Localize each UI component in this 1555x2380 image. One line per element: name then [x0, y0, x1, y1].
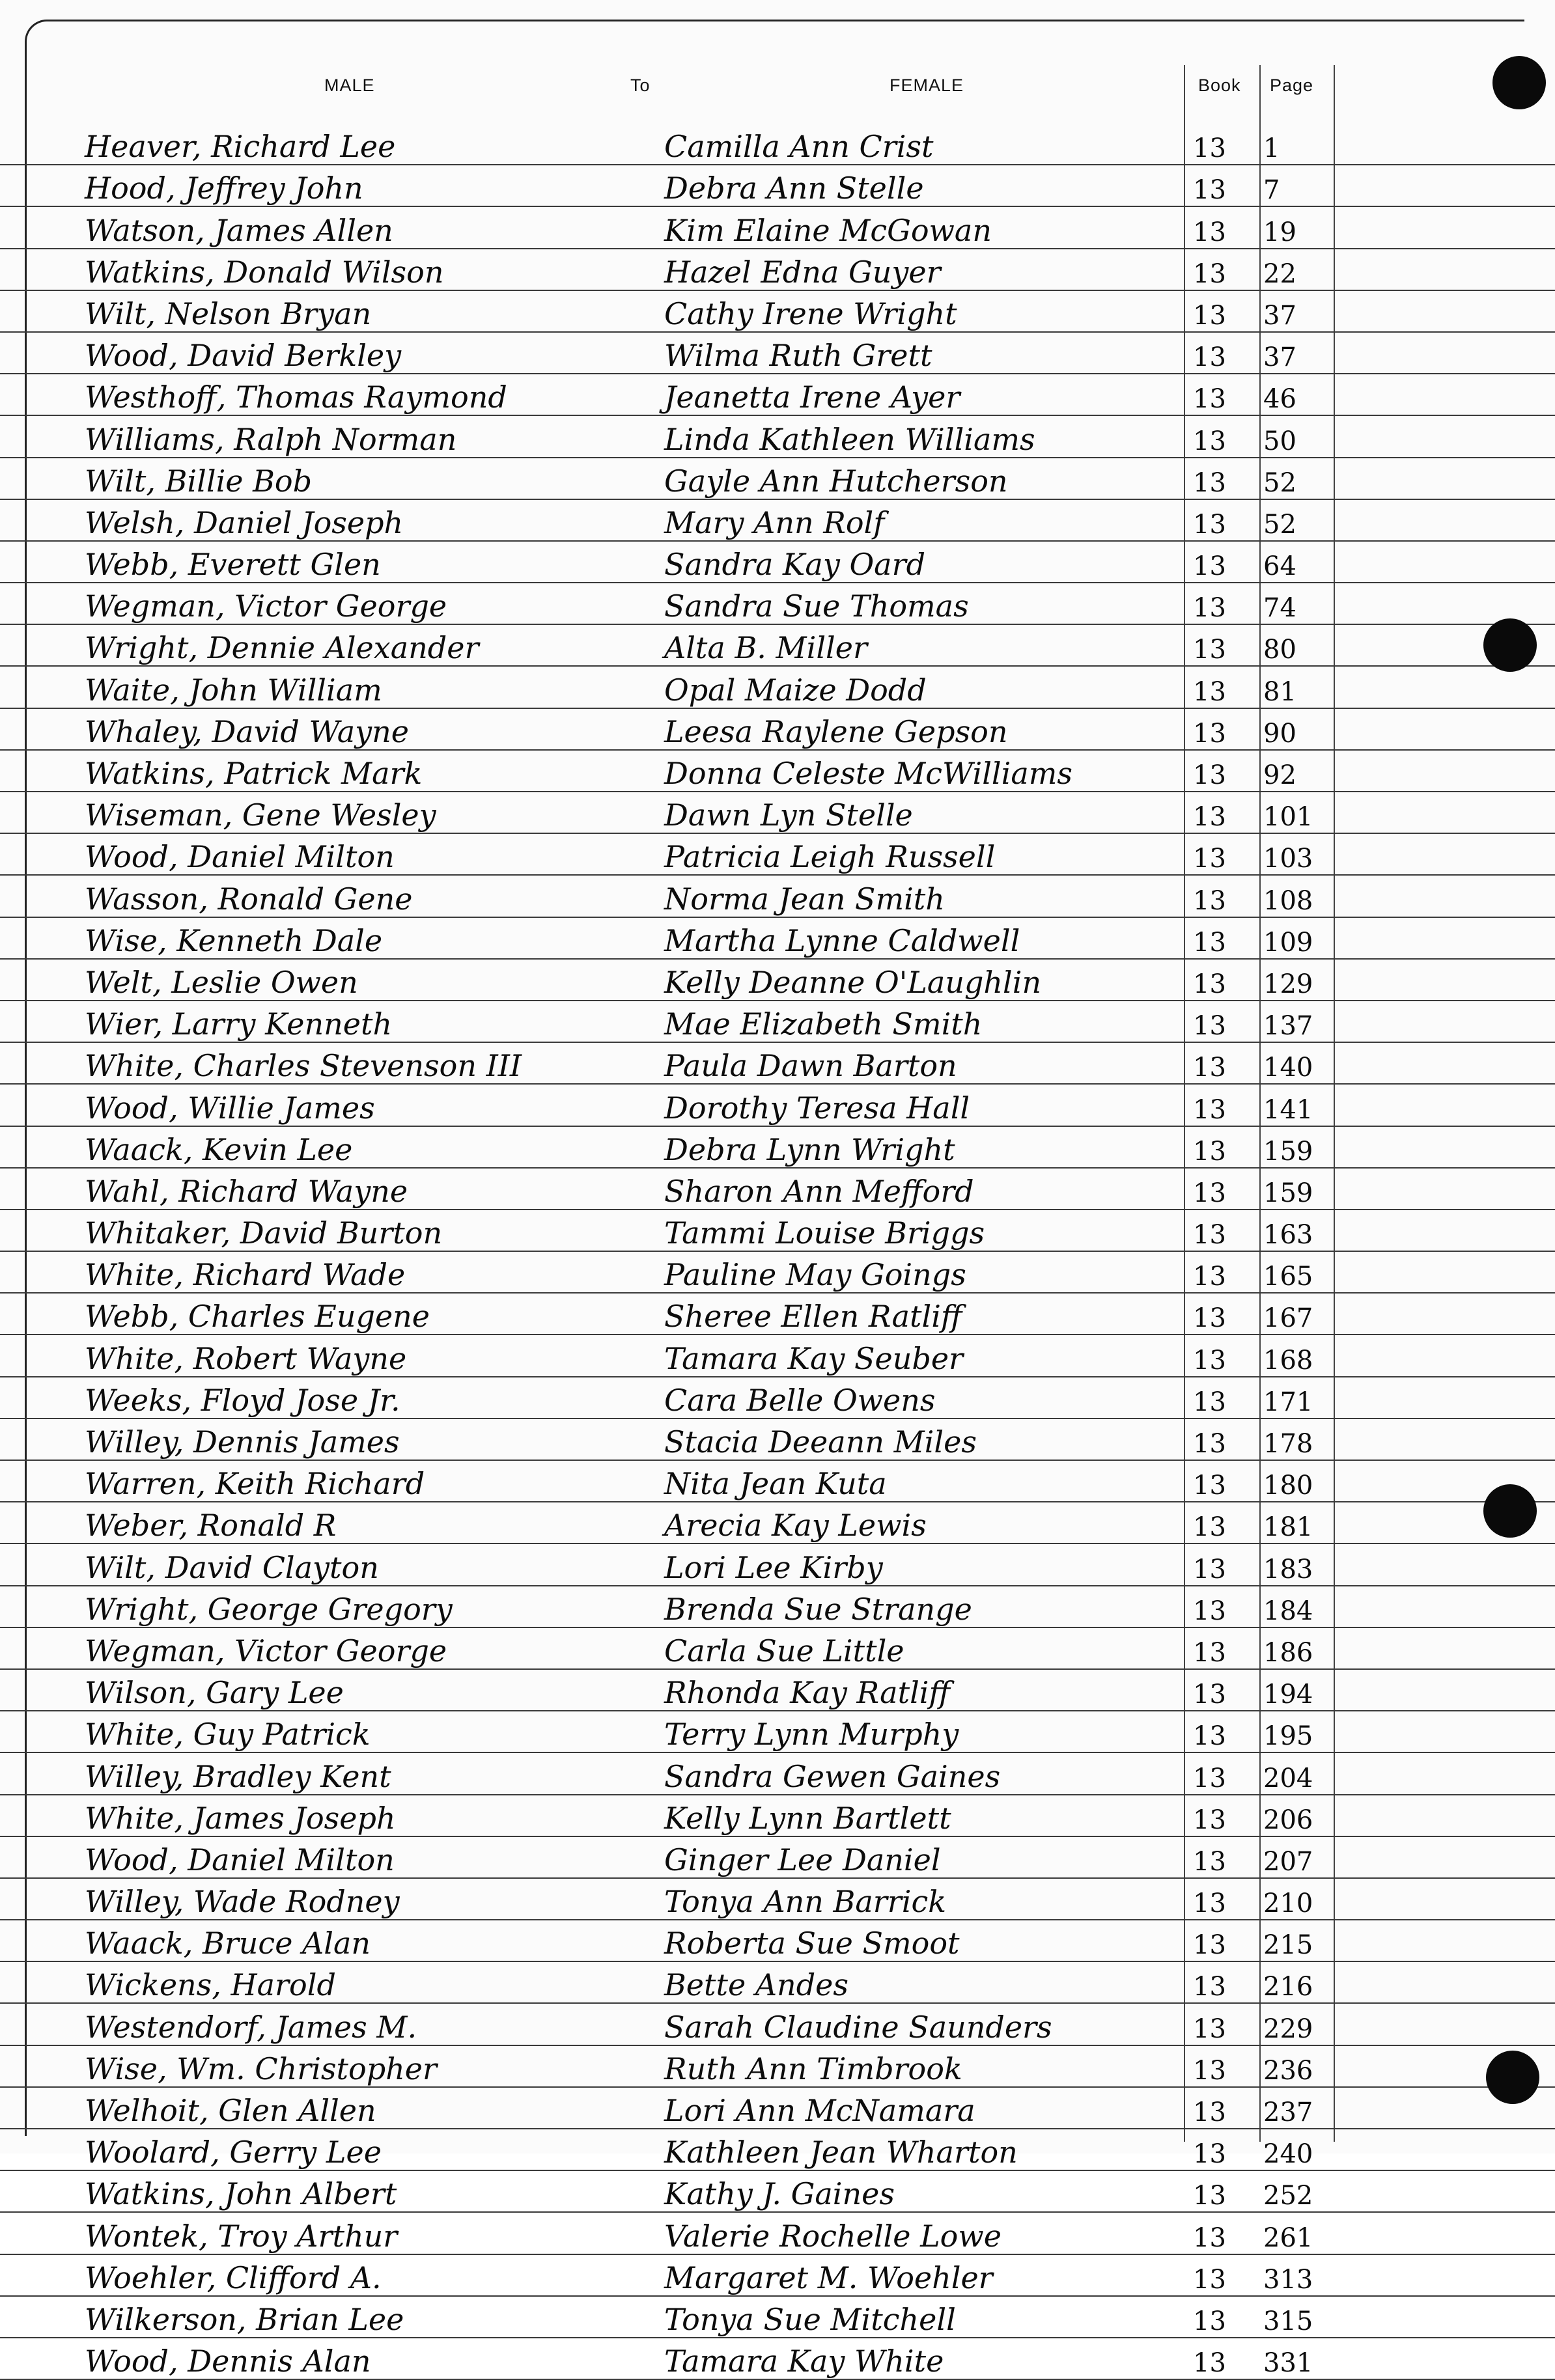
male-name: Weber, Ronald R: [85, 1508, 337, 1543]
female-name: Sandra Gewen Gaines: [664, 1758, 1001, 1794]
male-name: Weeks, Floyd Jose Jr.: [85, 1382, 400, 1418]
record-row: [0, 1711, 1555, 1753]
female-name: Camilla Ann Crist: [664, 129, 934, 165]
book-number: 13: [1193, 2055, 1226, 2086]
record-row: [0, 1920, 1555, 1962]
record-row: [0, 1085, 1555, 1126]
female-name: Leesa Raylene Gepson: [664, 713, 1008, 749]
book-number: 13: [1193, 1011, 1226, 1042]
record-row: [0, 1377, 1555, 1419]
record-row: [0, 207, 1555, 249]
female-name: Martha Lynne Caldwell: [664, 922, 1020, 958]
book-number: 13: [1193, 1680, 1226, 1710]
book-number: 13: [1193, 1846, 1226, 1877]
book-number: 13: [1193, 175, 1226, 206]
record-row: [0, 1043, 1555, 1085]
male-name: Wood, David Berkley: [85, 338, 402, 374]
page-number: 165: [1263, 1262, 1313, 1292]
record-row: [0, 667, 1555, 708]
male-name: Wegman, Victor George: [85, 588, 447, 624]
book-number: 13: [1193, 2013, 1226, 2044]
page-number: 159: [1263, 1178, 1313, 1208]
page-number: 140: [1263, 1053, 1313, 1083]
female-name: Margaret M. Woehler: [664, 2260, 993, 2295]
female-name: Mae Elizabeth Smith: [664, 1006, 983, 1042]
male-name: White, Robert Wayne: [85, 1340, 407, 1376]
book-number: 13: [1193, 1554, 1226, 1584]
male-name: White, James Joseph: [85, 1800, 396, 1836]
punch-hole: [1483, 618, 1537, 672]
male-name: Willey, Wade Rodney: [85, 1884, 400, 1920]
book-number: 13: [1193, 1805, 1226, 1835]
male-name: Wise, Kenneth Dale: [85, 922, 383, 958]
page-number: 92: [1263, 760, 1296, 790]
record-row: [0, 792, 1555, 834]
female-name: Sarah Claudine Saunders: [664, 2009, 1052, 2045]
page-number: 184: [1263, 1596, 1313, 1626]
book-number: 13: [1193, 635, 1226, 665]
female-name: Wilma Ruth Grett: [664, 338, 932, 374]
record-row: [0, 374, 1555, 416]
book-number: 13: [1193, 2139, 1226, 2170]
male-name: White, Richard Wade: [85, 1257, 406, 1293]
male-name: Webb, Everett Glen: [85, 547, 381, 583]
female-name: Valerie Rochelle Lowe: [664, 2218, 1002, 2254]
male-name: Hood, Jeffrey John: [85, 171, 363, 206]
book-number: 13: [1193, 927, 1226, 958]
female-name: Brenda Sue Strange: [664, 1591, 972, 1627]
record-row: [0, 2297, 1555, 2338]
male-name: White, Charles Stevenson III: [85, 1048, 522, 1084]
female-name: Dawn Lyn Stelle: [664, 797, 913, 833]
book-number: 13: [1193, 1972, 1226, 2002]
male-name: Westendorf, James M.: [85, 2009, 417, 2045]
page-number: 163: [1263, 1220, 1313, 1251]
female-name: Kim Elaine McGowan: [664, 212, 992, 248]
record-row: [0, 1001, 1555, 1043]
record-row: [0, 2129, 1555, 2171]
page-number: 109: [1263, 927, 1313, 958]
male-name: Wegman, Victor George: [85, 1633, 447, 1668]
female-name: Rhonda Kay Ratliff: [664, 1675, 951, 1711]
female-name: Kathleen Jean Wharton: [664, 2135, 1018, 2170]
female-name: Hazel Edna Guyer: [664, 254, 941, 290]
female-name: Cathy Irene Wright: [664, 296, 957, 331]
female-name: Alta B. Miller: [664, 630, 867, 666]
female-name: Terry Lynn Murphy: [664, 1717, 959, 1752]
record-row: [0, 2046, 1555, 2088]
page-number: 195: [1263, 1721, 1313, 1752]
book-number: 13: [1193, 1471, 1226, 1501]
book-number: 13: [1193, 1889, 1226, 1919]
record-row: [0, 2213, 1555, 2254]
record-row: [0, 834, 1555, 876]
record-row: [0, 2171, 1555, 2213]
female-name: Arecia Kay Lewis: [664, 1508, 927, 1543]
page-number: 64: [1263, 551, 1296, 582]
book-number: 13: [1193, 1094, 1226, 1125]
record-row: [0, 1837, 1555, 1879]
page-number: 180: [1263, 1471, 1313, 1501]
record-row: [0, 2255, 1555, 2297]
male-name: Webb, Charles Eugene: [85, 1299, 430, 1335]
book-number: 13: [1193, 1387, 1226, 1417]
book-number: 13: [1193, 1345, 1226, 1376]
female-name: Carla Sue Little: [664, 1633, 904, 1668]
male-name: Wood, Dennis Alan: [85, 2344, 371, 2379]
page-number: 181: [1263, 1512, 1313, 1543]
male-name: Watkins, Donald Wilson: [85, 254, 444, 290]
page-number: 141: [1263, 1094, 1313, 1125]
male-name: Wontek, Troy Arthur: [85, 2218, 398, 2254]
female-name: Pauline May Goings: [664, 1257, 966, 1293]
page-number: 186: [1263, 1637, 1313, 1668]
record-row: [0, 333, 1555, 374]
punch-hole: [1486, 2051, 1539, 2104]
page-number: 37: [1263, 342, 1296, 373]
male-name: Willey, Bradley Kent: [85, 1758, 391, 1794]
record-row: [0, 583, 1555, 625]
page-number: 178: [1263, 1429, 1313, 1459]
record-row: [0, 1628, 1555, 1670]
page-number: 215: [1263, 1930, 1313, 1961]
page-number: 37: [1263, 300, 1296, 331]
male-name: Watkins, John Albert: [85, 2176, 397, 2212]
page-number: 207: [1263, 1846, 1313, 1877]
record-row: [0, 2338, 1555, 2380]
book-number: 13: [1193, 2348, 1226, 2379]
record-row: [0, 500, 1555, 542]
male-name: Woehler, Clifford A.: [85, 2260, 382, 2295]
book-number: 13: [1193, 2222, 1226, 2253]
page-number: 204: [1263, 1763, 1313, 1793]
page-number: 194: [1263, 1680, 1313, 1710]
page-number: 210: [1263, 1889, 1313, 1919]
book-number: 13: [1193, 1220, 1226, 1251]
female-name: Mary Ann Rolf: [664, 505, 885, 540]
male-name: Waite, John William: [85, 672, 382, 708]
female-name: Tonya Ann Barrick: [664, 1884, 947, 1920]
male-name: Warren, Keith Richard: [85, 1466, 425, 1502]
female-name: Norma Jean Smith: [664, 881, 945, 917]
male-name: Wilson, Gary Lee: [85, 1675, 344, 1711]
male-name: Welsh, Daniel Joseph: [85, 505, 404, 540]
record-row: [0, 165, 1555, 207]
book-number: 13: [1193, 1637, 1226, 1668]
book-number: 13: [1193, 2264, 1226, 2295]
male-name: Wasson, Ronald Gene: [85, 881, 413, 917]
page-number: 1: [1263, 133, 1280, 164]
record-row: [0, 1461, 1555, 1502]
female-name: Ruth Ann Timbrook: [664, 2051, 962, 2086]
book-number: 13: [1193, 1136, 1226, 1167]
record-row: [0, 1169, 1555, 1210]
page-number: 313: [1263, 2264, 1313, 2295]
record-row: [0, 124, 1555, 165]
book-number: 13: [1193, 718, 1226, 749]
record-row: [0, 1210, 1555, 1252]
page-number: 90: [1263, 718, 1296, 749]
book-number: 13: [1193, 1596, 1226, 1626]
page-number: 22: [1263, 258, 1296, 289]
punch-hole: [1492, 56, 1546, 109]
male-name: Watkins, Patrick Mark: [85, 756, 423, 791]
female-name: Roberta Sue Smoot: [664, 1926, 960, 1961]
page-number: 52: [1263, 509, 1296, 540]
female-name: Sandra Kay Oard: [664, 547, 926, 583]
male-name: Woolard, Gerry Lee: [85, 2135, 382, 2170]
page-number: 167: [1263, 1303, 1313, 1334]
female-name: Jeanetta Irene Ayer: [664, 380, 960, 415]
page-number: 103: [1263, 844, 1313, 874]
record-row: [0, 2004, 1555, 2045]
book-number: 13: [1193, 133, 1226, 164]
female-name: Ginger Lee Daniel: [664, 1842, 941, 1877]
book-number: 13: [1193, 509, 1226, 540]
male-name: Wilkerson, Brian Lee: [85, 2301, 404, 2337]
book-number: 13: [1193, 467, 1226, 498]
female-name: Donna Celeste McWilliams: [664, 756, 1072, 791]
header-male: MALE: [324, 76, 375, 95]
female-name: Kelly Deanne O'Laughlin: [664, 964, 1042, 1000]
male-name: Whaley, David Wayne: [85, 713, 410, 749]
book-number: 13: [1193, 300, 1226, 331]
page-number: 315: [1263, 2306, 1313, 2336]
page-number: 229: [1263, 2013, 1313, 2044]
female-name: Tonya Sue Mitchell: [664, 2301, 956, 2337]
male-name: Wright, George Gregory: [85, 1591, 453, 1627]
female-name: Kathy J. Gaines: [664, 2176, 895, 2212]
page-number: 206: [1263, 1805, 1313, 1835]
male-name: Wiseman, Gene Wesley: [85, 797, 436, 833]
record-row: [0, 1544, 1555, 1586]
page-number: 237: [1263, 2097, 1313, 2127]
female-name: Lori Lee Kirby: [664, 1549, 883, 1585]
female-name: Sharon Ann Mefford: [664, 1173, 974, 1209]
record-row: [0, 1127, 1555, 1169]
male-name: Wickens, Harold: [85, 1967, 336, 2003]
page-number: 129: [1263, 969, 1313, 999]
header-book: Book: [1198, 76, 1241, 95]
female-name: Stacia Deeann Miles: [664, 1424, 977, 1460]
male-name: Whitaker, David Burton: [85, 1215, 443, 1251]
record-row: [0, 416, 1555, 458]
page-number: 137: [1263, 1011, 1313, 1042]
female-name: Tamara Kay Seuber: [664, 1340, 964, 1376]
female-name: Paula Dawn Barton: [664, 1048, 957, 1084]
book-number: 13: [1193, 1178, 1226, 1208]
book-number: 13: [1193, 217, 1226, 247]
record-row: [0, 918, 1555, 960]
page-number: 74: [1263, 593, 1296, 624]
book-number: 13: [1193, 384, 1226, 415]
book-number: 13: [1193, 551, 1226, 582]
male-name: Wood, Willie James: [85, 1090, 375, 1126]
male-name: White, Guy Patrick: [85, 1717, 371, 1752]
page-number: 80: [1263, 635, 1296, 665]
record-row: [0, 1335, 1555, 1377]
page-number: 252: [1263, 2181, 1313, 2211]
male-name: Waack, Bruce Alan: [85, 1926, 371, 1961]
page-number: 183: [1263, 1554, 1313, 1584]
page-number: 331: [1263, 2348, 1313, 2379]
female-name: Tammi Louise Briggs: [664, 1215, 985, 1251]
record-row: [0, 249, 1555, 291]
page-number: 216: [1263, 1972, 1313, 2002]
male-name: Welhoit, Glen Allen: [85, 2093, 376, 2128]
female-name: Debra Lynn Wright: [664, 1131, 955, 1167]
female-name: Cara Belle Owens: [664, 1382, 936, 1418]
record-row: [0, 709, 1555, 751]
page-number: 50: [1263, 426, 1296, 456]
page-number: 240: [1263, 2139, 1313, 2170]
female-name: Dorothy Teresa Hall: [664, 1090, 970, 1126]
female-name: Patricia Leigh Russell: [664, 839, 996, 875]
female-name: Debra Ann Stelle: [664, 171, 924, 206]
male-name: Wise, Wm. Christopher: [85, 2051, 437, 2086]
page-number: 46: [1263, 384, 1296, 415]
record-row: [0, 960, 1555, 1001]
male-name: Williams, Ralph Norman: [85, 421, 457, 457]
male-name: Wood, Daniel Milton: [85, 1842, 395, 1877]
book-number: 13: [1193, 2181, 1226, 2211]
female-name: Gayle Ann Hutcherson: [664, 463, 1008, 499]
page-number: 159: [1263, 1136, 1313, 1167]
records-list: [0, 124, 1555, 2380]
record-row: [0, 1753, 1555, 1795]
male-name: Waack, Kevin Lee: [85, 1131, 353, 1167]
record-row: [0, 1502, 1555, 1544]
book-number: 13: [1193, 593, 1226, 624]
header-to: To: [630, 76, 651, 95]
record-row: [0, 1294, 1555, 1335]
male-name: Wood, Daniel Milton: [85, 839, 395, 875]
header-female: FEMALE: [890, 76, 964, 95]
male-name: Watson, James Allen: [85, 212, 393, 248]
book-number: 13: [1193, 885, 1226, 916]
book-number: 13: [1193, 1512, 1226, 1543]
book-number: 13: [1193, 258, 1226, 289]
punch-hole: [1483, 1484, 1537, 1538]
book-number: 13: [1193, 1721, 1226, 1752]
record-row: [0, 1586, 1555, 1628]
record-row: [0, 1879, 1555, 1920]
book-number: 13: [1193, 844, 1226, 874]
female-name: Sandra Sue Thomas: [664, 588, 969, 624]
record-row: [0, 291, 1555, 333]
book-number: 13: [1193, 2306, 1226, 2336]
page-number: 168: [1263, 1345, 1313, 1376]
record-row: [0, 2088, 1555, 2129]
book-number: 13: [1193, 802, 1226, 833]
male-name: Welt, Leslie Owen: [85, 964, 358, 1000]
page-number: 108: [1263, 885, 1313, 916]
page-number: 81: [1263, 676, 1296, 707]
book-number: 13: [1193, 342, 1226, 373]
record-row: [0, 1795, 1555, 1837]
header-page: Page: [1270, 76, 1314, 95]
female-name: Bette Andes: [664, 1967, 848, 2003]
male-name: Wier, Larry Kenneth: [85, 1006, 393, 1042]
book-number: 13: [1193, 2097, 1226, 2127]
male-name: Wilt, David Clayton: [85, 1549, 379, 1585]
female-name: Linda Kathleen Williams: [664, 421, 1035, 457]
page-number: 19: [1263, 217, 1296, 247]
record-row: [0, 458, 1555, 500]
male-name: Wilt, Billie Bob: [85, 463, 313, 499]
record-row: [0, 1962, 1555, 2004]
male-name: Willey, Dennis James: [85, 1424, 400, 1460]
book-number: 13: [1193, 426, 1226, 456]
book-number: 13: [1193, 1303, 1226, 1334]
male-name: Heaver, Richard Lee: [85, 129, 396, 165]
male-name: Wahl, Richard Wayne: [85, 1173, 408, 1209]
female-name: Opal Maize Dodd: [664, 672, 927, 708]
page-number: 101: [1263, 802, 1313, 833]
female-name: Lori Ann McNamara: [664, 2093, 975, 2128]
female-name: Kelly Lynn Bartlett: [664, 1800, 951, 1836]
female-name: Tamara Kay White: [664, 2344, 944, 2379]
male-name: Wright, Dennie Alexander: [85, 630, 479, 666]
book-number: 13: [1193, 1930, 1226, 1961]
male-name: Westhoff, Thomas Raymond: [85, 380, 507, 415]
book-number: 13: [1193, 1053, 1226, 1083]
page-number: 171: [1263, 1387, 1313, 1417]
book-number: 13: [1193, 1262, 1226, 1292]
page-number: 261: [1263, 2222, 1313, 2253]
female-name: Sheree Ellen Ratliff: [664, 1299, 962, 1335]
record-row: [0, 751, 1555, 792]
record-row: [0, 542, 1555, 583]
male-name: Wilt, Nelson Bryan: [85, 296, 372, 331]
page-number: 7: [1263, 175, 1280, 206]
record-row: [0, 876, 1555, 917]
book-number: 13: [1193, 676, 1226, 707]
female-name: Nita Jean Kuta: [664, 1466, 887, 1502]
record-row: [0, 625, 1555, 667]
record-row: [0, 1670, 1555, 1711]
book-number: 13: [1193, 1763, 1226, 1793]
record-row: [0, 1252, 1555, 1294]
record-row: [0, 1419, 1555, 1461]
book-number: 13: [1193, 760, 1226, 790]
book-number: 13: [1193, 969, 1226, 999]
page-number: 236: [1263, 2055, 1313, 2086]
page-number: 52: [1263, 467, 1296, 498]
book-number: 13: [1193, 1429, 1226, 1459]
